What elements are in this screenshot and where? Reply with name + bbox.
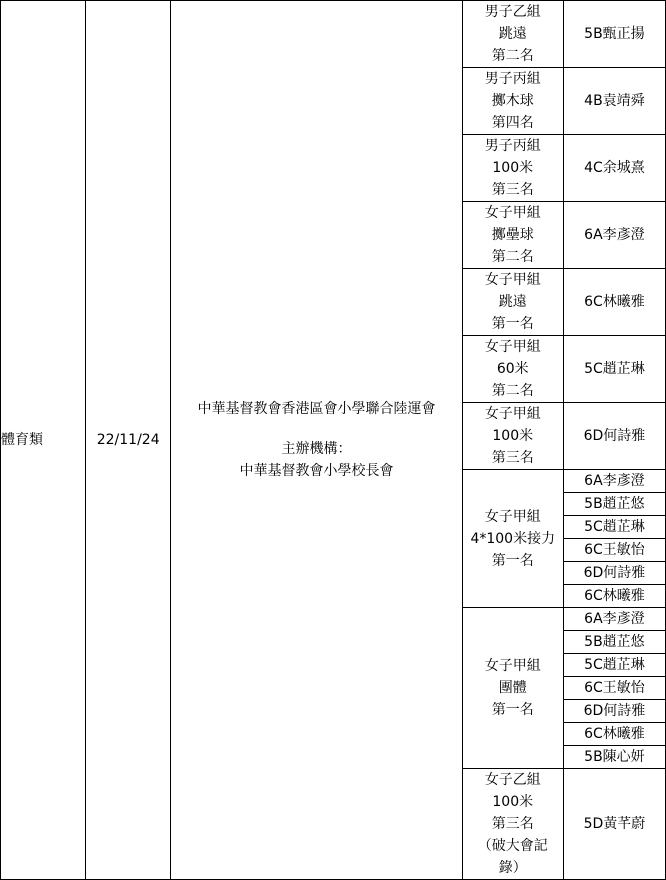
award-line: （破大會記 — [477, 838, 548, 854]
award-line: 女子甲組 — [484, 658, 541, 674]
award-cell — [462, 135, 563, 202]
student-cell: 6C王敏怡 — [563, 677, 665, 700]
award-line: 100米 — [492, 794, 534, 810]
award-cell — [462, 269, 563, 336]
student-cell: 6C王敏怡 — [563, 539, 665, 562]
award-line: 跳遠 — [498, 26, 527, 42]
student-cell: 6D何詩雅 — [563, 700, 665, 723]
award-line: 第二名 — [491, 383, 534, 399]
student-cell: 5B趙芷悠 — [563, 493, 665, 516]
award-line: 女子甲組 — [484, 205, 541, 221]
event-name: 中華基督教會香港區會小學聯合陸運會 — [197, 401, 436, 417]
date-cell: 22/11/24 — [86, 1, 171, 880]
awards-table-body — [1, 1, 666, 880]
student-cell: 6A李彥澄 — [563, 608, 665, 631]
award-cell — [462, 470, 563, 608]
student-cell: 5C趙芷琳 — [563, 516, 665, 539]
award-line: 100米 — [492, 428, 534, 444]
award-line: 女子甲組 — [484, 406, 541, 422]
student-cell: 6C林曦雅 — [563, 723, 665, 746]
award-line: 團體 — [498, 680, 527, 696]
award-line: 擲壘球 — [491, 227, 534, 243]
student-cell: 6A李彥澄 — [563, 202, 665, 269]
award-cell — [462, 608, 563, 769]
student-cell: 5B甄正揚 — [563, 1, 665, 68]
award-cell — [462, 1, 563, 68]
category-cell: 體育類 — [1, 1, 86, 880]
award-line: 第一名 — [491, 552, 534, 569]
student-cell: 5B陳心妍 — [563, 746, 665, 769]
award-line: 女子甲組 — [484, 272, 541, 288]
organizer-name: 中華基督教會小學校長會 — [239, 463, 394, 479]
event-spacer — [171, 420, 461, 438]
student-cell: 6D何詩雅 — [563, 562, 665, 585]
award-line: 第一名 — [491, 316, 534, 332]
award-line: 女子乙組 — [484, 772, 541, 788]
table-row — [1, 1, 666, 68]
award-line: 男子丙組 — [484, 71, 541, 87]
student-cell: 6D何詩雅 — [563, 403, 665, 470]
award-line: 男子乙組 — [484, 4, 541, 20]
award-cell — [462, 68, 563, 135]
award-line: 跳遠 — [498, 294, 527, 310]
student-cell: 5D黃芊蔚 — [563, 769, 665, 880]
event-cell — [171, 1, 462, 880]
award-line: 女子甲組 — [484, 339, 541, 355]
award-cell — [462, 336, 563, 403]
student-cell: 6C林曦雅 — [563, 269, 665, 336]
student-cell: 4B袁靖舜 — [563, 68, 665, 135]
organizer-label: 主辦機構： — [281, 441, 352, 457]
award-cell — [462, 202, 563, 269]
award-line: 第三名 — [491, 816, 534, 832]
student-cell: 4C余城熹 — [563, 135, 665, 202]
award-line: 4*100米接力 — [470, 530, 556, 547]
student-cell: 6C林曦雅 — [563, 585, 665, 608]
student-cell: 5C趙芷琳 — [563, 336, 665, 403]
award-line: 錄） — [498, 860, 527, 876]
award-line: 100米 — [492, 160, 534, 176]
award-line: 男子丙組 — [484, 138, 541, 154]
award-line: 第三名 — [491, 450, 534, 466]
student-cell: 5B趙芷悠 — [563, 631, 665, 654]
award-line: 第二名 — [491, 48, 534, 64]
award-line: 60米 — [496, 361, 529, 377]
award-line: 女子甲組 — [484, 508, 541, 525]
award-cell — [462, 769, 563, 880]
award-line: 第四名 — [491, 115, 534, 131]
award-line: 第一名 — [491, 702, 534, 718]
student-cell: 6A李彥澄 — [563, 470, 665, 493]
award-cell — [462, 403, 563, 470]
student-cell: 5C趙芷琳 — [563, 654, 665, 677]
award-line: 第二名 — [491, 249, 534, 265]
award-line: 擲木球 — [491, 93, 534, 109]
award-line: 第三名 — [491, 182, 534, 198]
